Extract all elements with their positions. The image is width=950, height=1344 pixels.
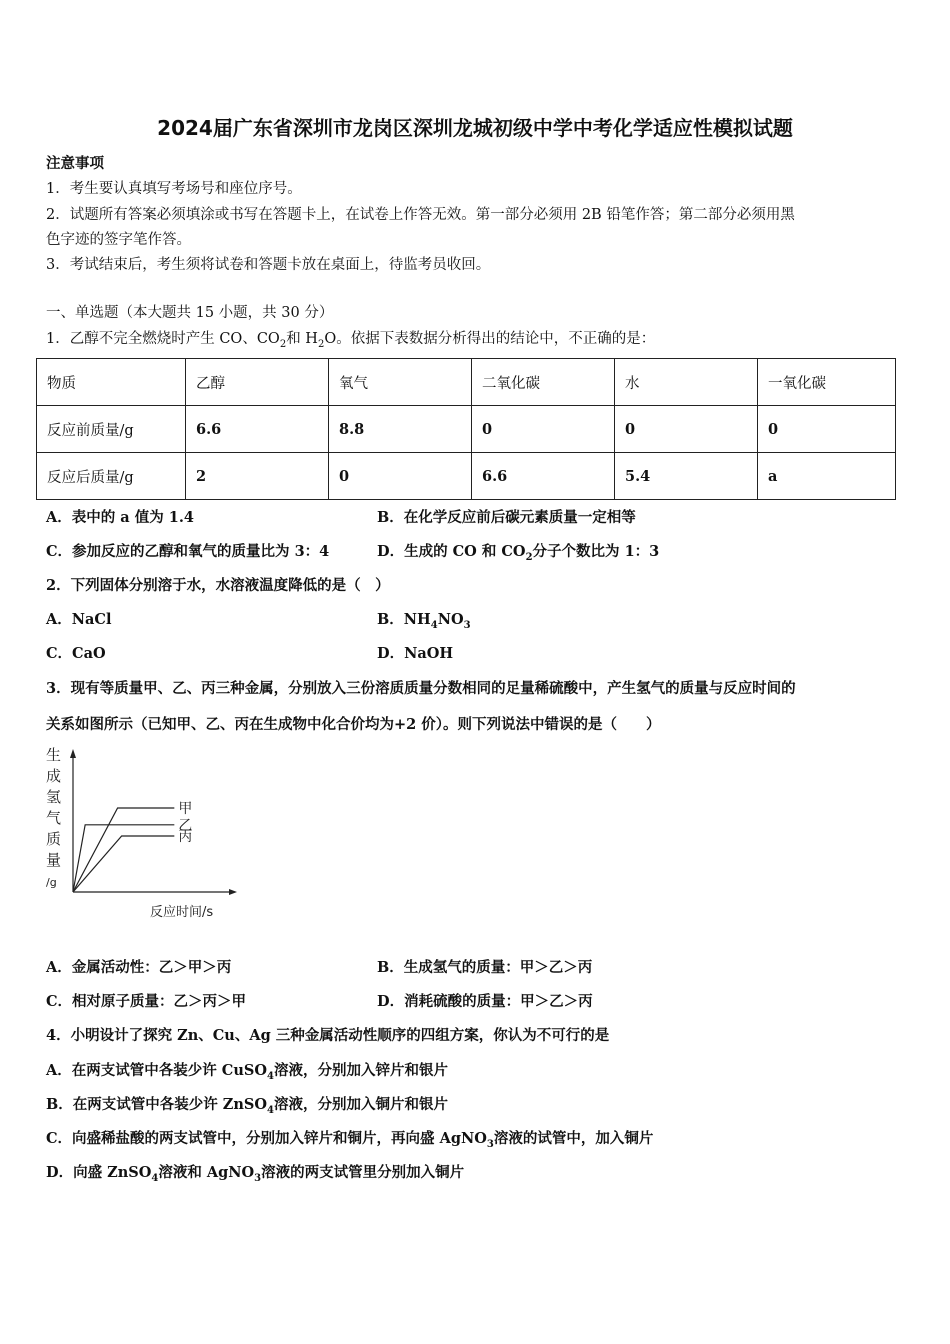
x-axis-label: 反应时间/s (150, 905, 214, 920)
q1-option-b[interactable]: B．在化学反应前后碳元素质量一定相等 (377, 509, 636, 526)
question-2-stem: 2．下列固体分别溶于水，水溶液温度降低的是（ ） (46, 577, 390, 594)
q1-option-d[interactable]: D．生成的 CO 和 $CO_2$分子个数比为 1：3 (377, 543, 660, 563)
q4-option-b[interactable]: B．在两支试管中各装少许 ZnSO$_4$溶液，分别加入铜片和银片 (46, 1096, 449, 1116)
hydrogen-chart (40, 742, 240, 927)
data-table (36, 358, 896, 500)
notice-item: 1．考生要认真填写考场号和座位序号。 (46, 181, 302, 197)
table-cell: 6.6 (472, 453, 615, 500)
q3-option-b[interactable]: B．生成氢气的质量：甲＞乙＞丙 (377, 959, 593, 976)
section-heading: 一、单选题（本大题共 15 小题，共 30 分） (46, 305, 334, 321)
table-header-row (37, 359, 896, 406)
q4-option-a[interactable]: A．在两支试管中各装少许 CuSO$_4$溶液，分别加入锌片和银片 (46, 1062, 448, 1082)
y-axis-label-char: 生 (46, 746, 62, 764)
q4-option-d[interactable]: D．向盛 ZnSO$_4$溶液和 AgNO$_3$溶液的两支试管里分别加入铜片 (46, 1164, 465, 1184)
q4-option-c[interactable]: C．向盛稀盐酸的两支试管中，分别加入锌片和铜片，再向盛 AgNO$_3$溶液的试管中，加入铜片 (46, 1130, 654, 1150)
table-cell: 2 (186, 453, 329, 500)
q2-option-b[interactable]: B．$NH_4NO_3$ (377, 611, 471, 631)
table-header-cell: 物质 (37, 359, 186, 406)
y-axis-label-char: 氢 (46, 788, 62, 806)
q1-option-a[interactable]: A．表中的 a 值为 1.4 (46, 509, 195, 526)
question-1-stem: 1．乙醇不完全燃烧时产生 CO、$CO_2$和 $H_2O$。依据下表数据分析得出的结论中，不正确的是： (46, 331, 656, 350)
series-line-1 (73, 808, 174, 892)
notice-item: 色字迹的签字笔作答。 (46, 232, 191, 248)
series-label-3: 丙 (178, 829, 193, 845)
q1-option-c[interactable]: C．参加反应的乙醇和氧气的质量比为 3：4 (46, 543, 330, 560)
y-axis-label-char: 成 (46, 767, 62, 785)
series-label-2: 乙 (178, 817, 193, 834)
table-header-cell: 水 (615, 359, 758, 406)
q2-option-a[interactable]: A．NaCl (46, 611, 112, 628)
table-cell: 6.6 (186, 406, 329, 453)
question-4-stem: 4．小明设计了探究 Zn、Cu、Ag 三种金属活动性顺序的四组方案，你认为不可行的是 (46, 1027, 610, 1044)
q3-option-d[interactable]: D．消耗硫酸的质量：甲＞乙＞丙 (377, 993, 593, 1010)
x-axis-arrow (229, 889, 237, 895)
notice-item: 2．试题所有答案必须填涂或书写在答题卡上，在试卷上作答无效。第一部分必须用 2B 铅笔作答；第二部分必须用黑 (46, 207, 795, 223)
table-cell: 5.4 (615, 453, 758, 500)
y-axis-arrow (70, 749, 76, 758)
table-cell: 反应前质量/g (37, 406, 186, 453)
question-3-stem: 3．现有等质量甲、乙、丙三种金属，分别放入三份溶质质量分数相同的足量稀硫酸中，产生氢气的质量与反应时间的 (46, 680, 796, 697)
y-axis-label (46, 746, 61, 889)
y-axis-label-char: 量 (46, 851, 62, 869)
q3-option-a[interactable]: A．金属活动性：乙＞甲＞丙 (46, 959, 232, 976)
q2-option-d[interactable]: D．NaOH (377, 645, 454, 662)
table-header-cell: 二氧化碳 (472, 359, 615, 406)
question-3-stem: 关系如图所示（已知甲、乙、丙在生成物中化合价均为+2 价）。则下列说法中错误的是（ ） (46, 716, 661, 733)
series-label-1: 甲 (178, 801, 193, 817)
series-line-2 (73, 825, 174, 892)
q3-option-c[interactable]: C．相对原子质量：乙＞丙＞甲 (46, 993, 247, 1010)
table-cell: 0 (758, 406, 896, 453)
notice-heading: 注意事项 (46, 155, 104, 172)
page-title: 2024届广东省深圳市龙岗区深圳龙城初级中学中考化学适应性模拟试题 (157, 116, 793, 140)
table-row (37, 453, 896, 500)
q2-option-c[interactable]: C．CaO (46, 645, 106, 662)
notice-item: 3．考试结束后，考生须将试卷和答题卡放在桌面上，待监考员收回。 (46, 257, 491, 273)
y-axis-label-char: /g (46, 876, 57, 889)
table-header-cell: 氧气 (329, 359, 472, 406)
y-axis-label-char: 气 (46, 809, 62, 827)
table-cell: 0 (329, 453, 472, 500)
table-header-cell: 乙醇 (186, 359, 329, 406)
table-cell: 0 (472, 406, 615, 453)
table-header-cell: 一氧化碳 (758, 359, 896, 406)
y-axis-label-char: 质 (46, 830, 62, 848)
table-row (37, 406, 896, 453)
table-cell: 0 (615, 406, 758, 453)
table-cell: 8.8 (329, 406, 472, 453)
table-cell: a (758, 453, 896, 500)
table-cell: 反应后质量/g (37, 453, 186, 500)
